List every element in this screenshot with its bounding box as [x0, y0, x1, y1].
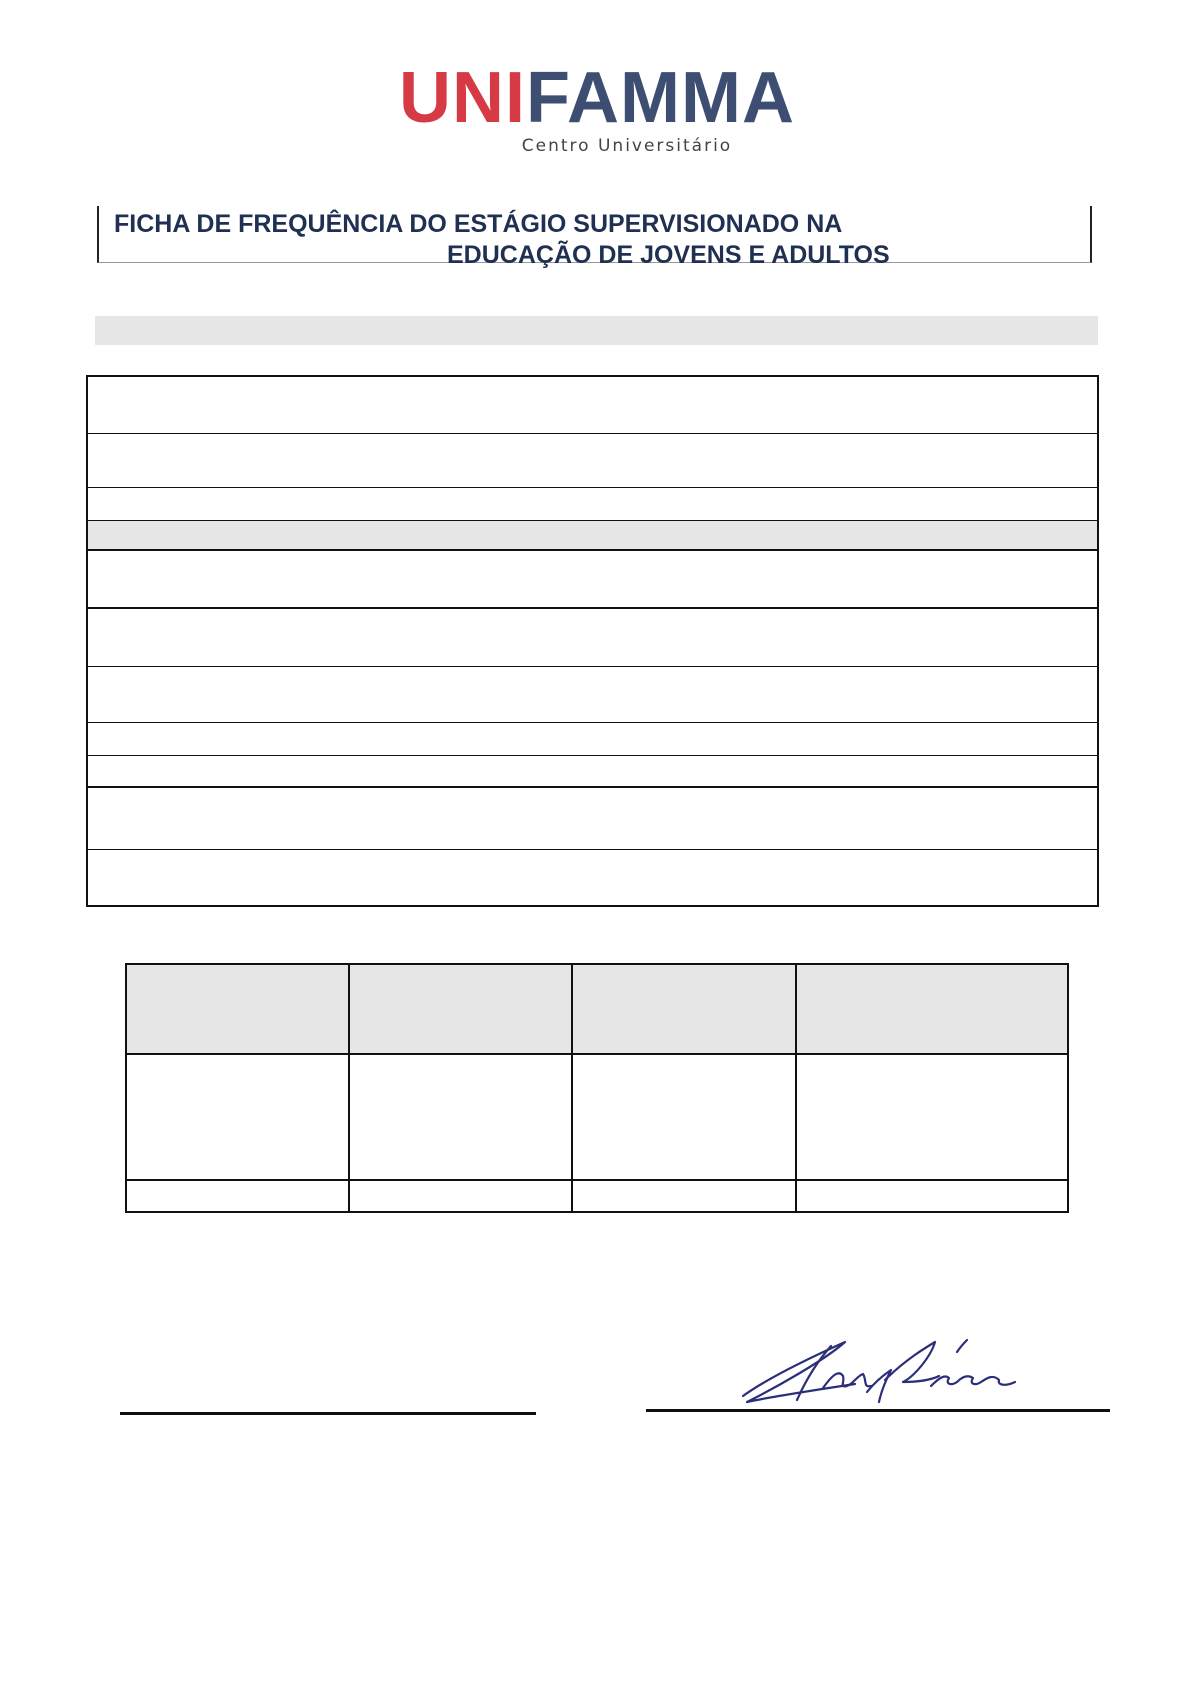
form-field-row[interactable]: [88, 377, 1097, 434]
table-header-cell: [349, 964, 572, 1054]
table-header-row: [126, 964, 1068, 1054]
table-header-cell: [796, 964, 1068, 1054]
signature-line-left: [120, 1412, 536, 1415]
document-title-box: [97, 206, 1092, 269]
frequency-table: [125, 963, 1069, 1213]
table-row: [126, 1180, 1068, 1212]
document-title-line1: FICHA DE FREQUÊNCIA DO ESTÁGIO SUPERVISIONADO NA: [114, 210, 843, 238]
form-field-row[interactable]: [88, 850, 1097, 905]
info-form-table: [86, 375, 1099, 907]
handwritten-signature: [735, 1330, 1055, 1410]
table-cell[interactable]: [796, 1054, 1068, 1180]
form-field-row[interactable]: [88, 609, 1097, 667]
form-field-row[interactable]: [88, 723, 1097, 756]
table-row: [126, 1054, 1068, 1180]
table-cell[interactable]: [126, 1180, 349, 1212]
table-cell[interactable]: [349, 1180, 572, 1212]
table-header-cell: [572, 964, 796, 1054]
form-field-row[interactable]: [88, 667, 1097, 723]
form-field-row[interactable]: [88, 756, 1097, 788]
form-field-row[interactable]: [88, 488, 1097, 521]
logo-wordmark: [399, 58, 795, 138]
logo-famma: FAMMA: [526, 58, 795, 138]
form-section-header: [88, 521, 1097, 551]
table-cell[interactable]: [572, 1054, 796, 1180]
document-title-line2: EDUCAÇÃO DE JOVENS E ADULTOS: [447, 241, 890, 269]
form-field-row[interactable]: [88, 788, 1097, 850]
form-field-row[interactable]: [88, 551, 1097, 609]
table-header-cell: [126, 964, 349, 1054]
table-cell[interactable]: [796, 1180, 1068, 1212]
table-cell[interactable]: [349, 1054, 572, 1180]
section-header-bar: [95, 316, 1098, 345]
table-cell[interactable]: [126, 1054, 349, 1180]
logo-uni: UNI: [399, 58, 527, 138]
unifamma-logo: [0, 58, 1194, 156]
table-cell[interactable]: [572, 1180, 796, 1212]
form-field-row[interactable]: [88, 434, 1097, 488]
logo-subtitle: Centro Universitário: [521, 136, 733, 156]
